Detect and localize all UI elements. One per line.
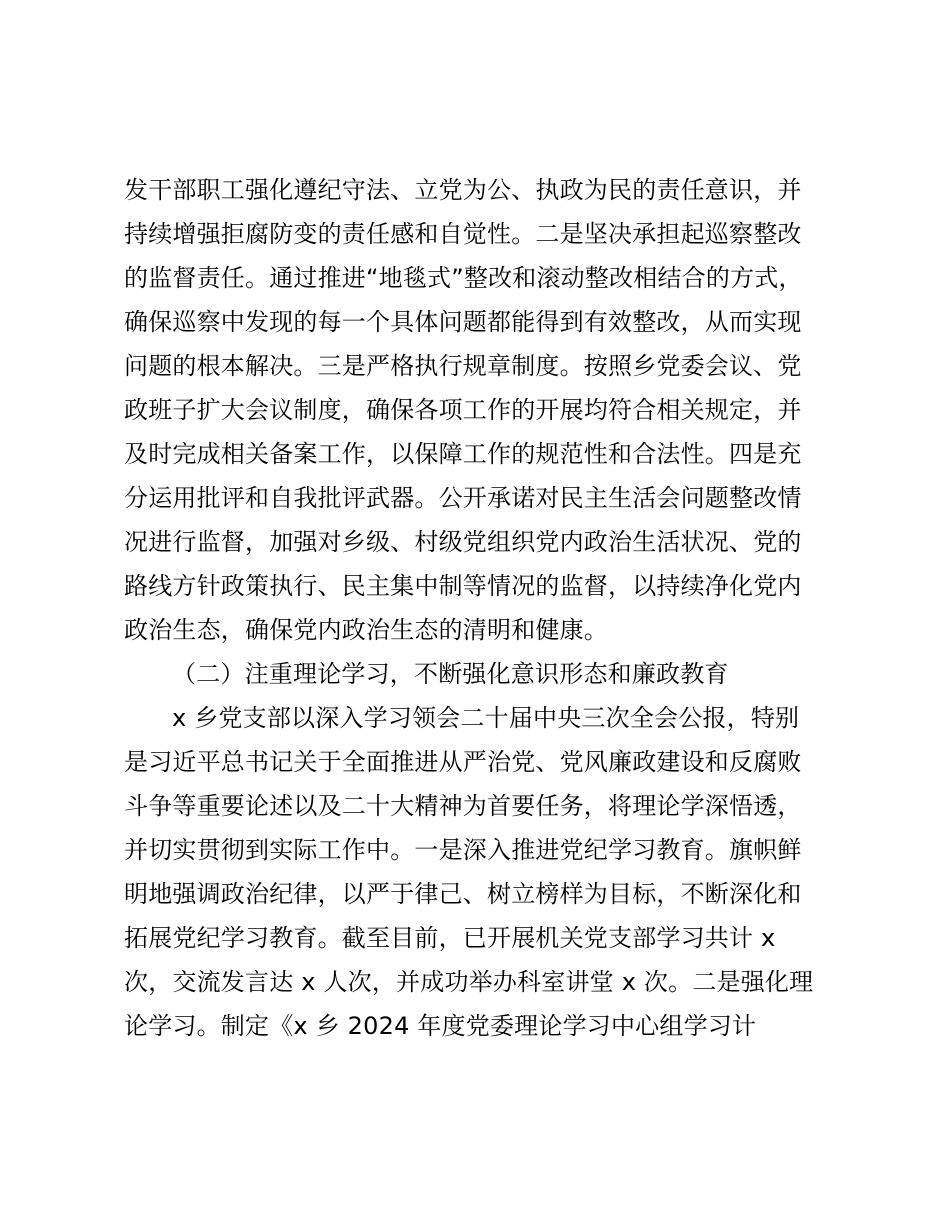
paragraph-line: 的监督责任。通过推进“地毯式”整改和滚动整改相结合的方式， bbox=[124, 264, 803, 292]
paragraph-line: 论学习。制定《x 乡 2024 年度党委理论学习中心组学习计 bbox=[124, 1012, 757, 1040]
paragraph-line: 政治生态，确保党内政治生态的清明和健康。 bbox=[124, 616, 608, 644]
paragraph-line: 并切实贯彻到实际工作中。一是深入推进党纪学习教育。旗帜鲜 bbox=[124, 836, 802, 864]
document-body bbox=[124, 168, 824, 1048]
paragraph-line: 况进行监督，加强对乡级、村级党组织党内政治生活状况、党的 bbox=[124, 528, 802, 556]
paragraph-line: 持续增强拒腐防变的责任感和自觉性。二是坚决承担起巡察整改 bbox=[124, 220, 802, 248]
paragraph-line: 分运用批评和自我批评武器。公开承诺对民主生活会问题整改情 bbox=[124, 484, 802, 512]
paragraph-line: 确保巡察中发现的每一个具体问题都能得到有效整改，从而实现 bbox=[124, 308, 802, 336]
paragraph-line: 明地强调政治纪律，以严于律己、树立榜样为目标，不断深化和 bbox=[124, 880, 802, 908]
paragraph-line: 斗争等重要论述以及二十大精神为首要任务，将理论学深悟透， bbox=[124, 792, 802, 820]
paragraph-line: 问题的根本解决。三是严格执行规章制度。按照乡党委会议、党 bbox=[124, 352, 802, 380]
paragraph-line: 及时完成相关备案工作，以保障工作的规范性和合法性。四是充 bbox=[124, 440, 802, 468]
paragraph-line: 发干部职工强化遵纪守法、立党为公、执政为民的责任意识，并 bbox=[124, 176, 802, 204]
paragraph-line: 路线方针政策执行、民主集中制等情况的监督，以持续净化党内 bbox=[124, 572, 802, 600]
paragraph-line: 政班子扩大会议制度，确保各项工作的开展均符合相关规定，并 bbox=[124, 396, 802, 424]
paragraph-line: 拓展党纪学习教育。截至目前，已开展机关党支部学习共计 x bbox=[124, 924, 776, 952]
paragraph-line: x 乡党支部以深入学习领会二十届中央三次全会公报，特别 bbox=[172, 704, 800, 732]
section-heading: （二）注重理论学习，不断强化意识形态和廉政教育 bbox=[172, 660, 729, 688]
paragraph-line: 是习近平总书记关于全面推进从严治党、党风廉政建设和反腐败 bbox=[124, 748, 802, 776]
paragraph-line: 次，交流发言达 x 人次，并成功举办科室讲堂 x 次。二是强化理 bbox=[124, 968, 814, 996]
